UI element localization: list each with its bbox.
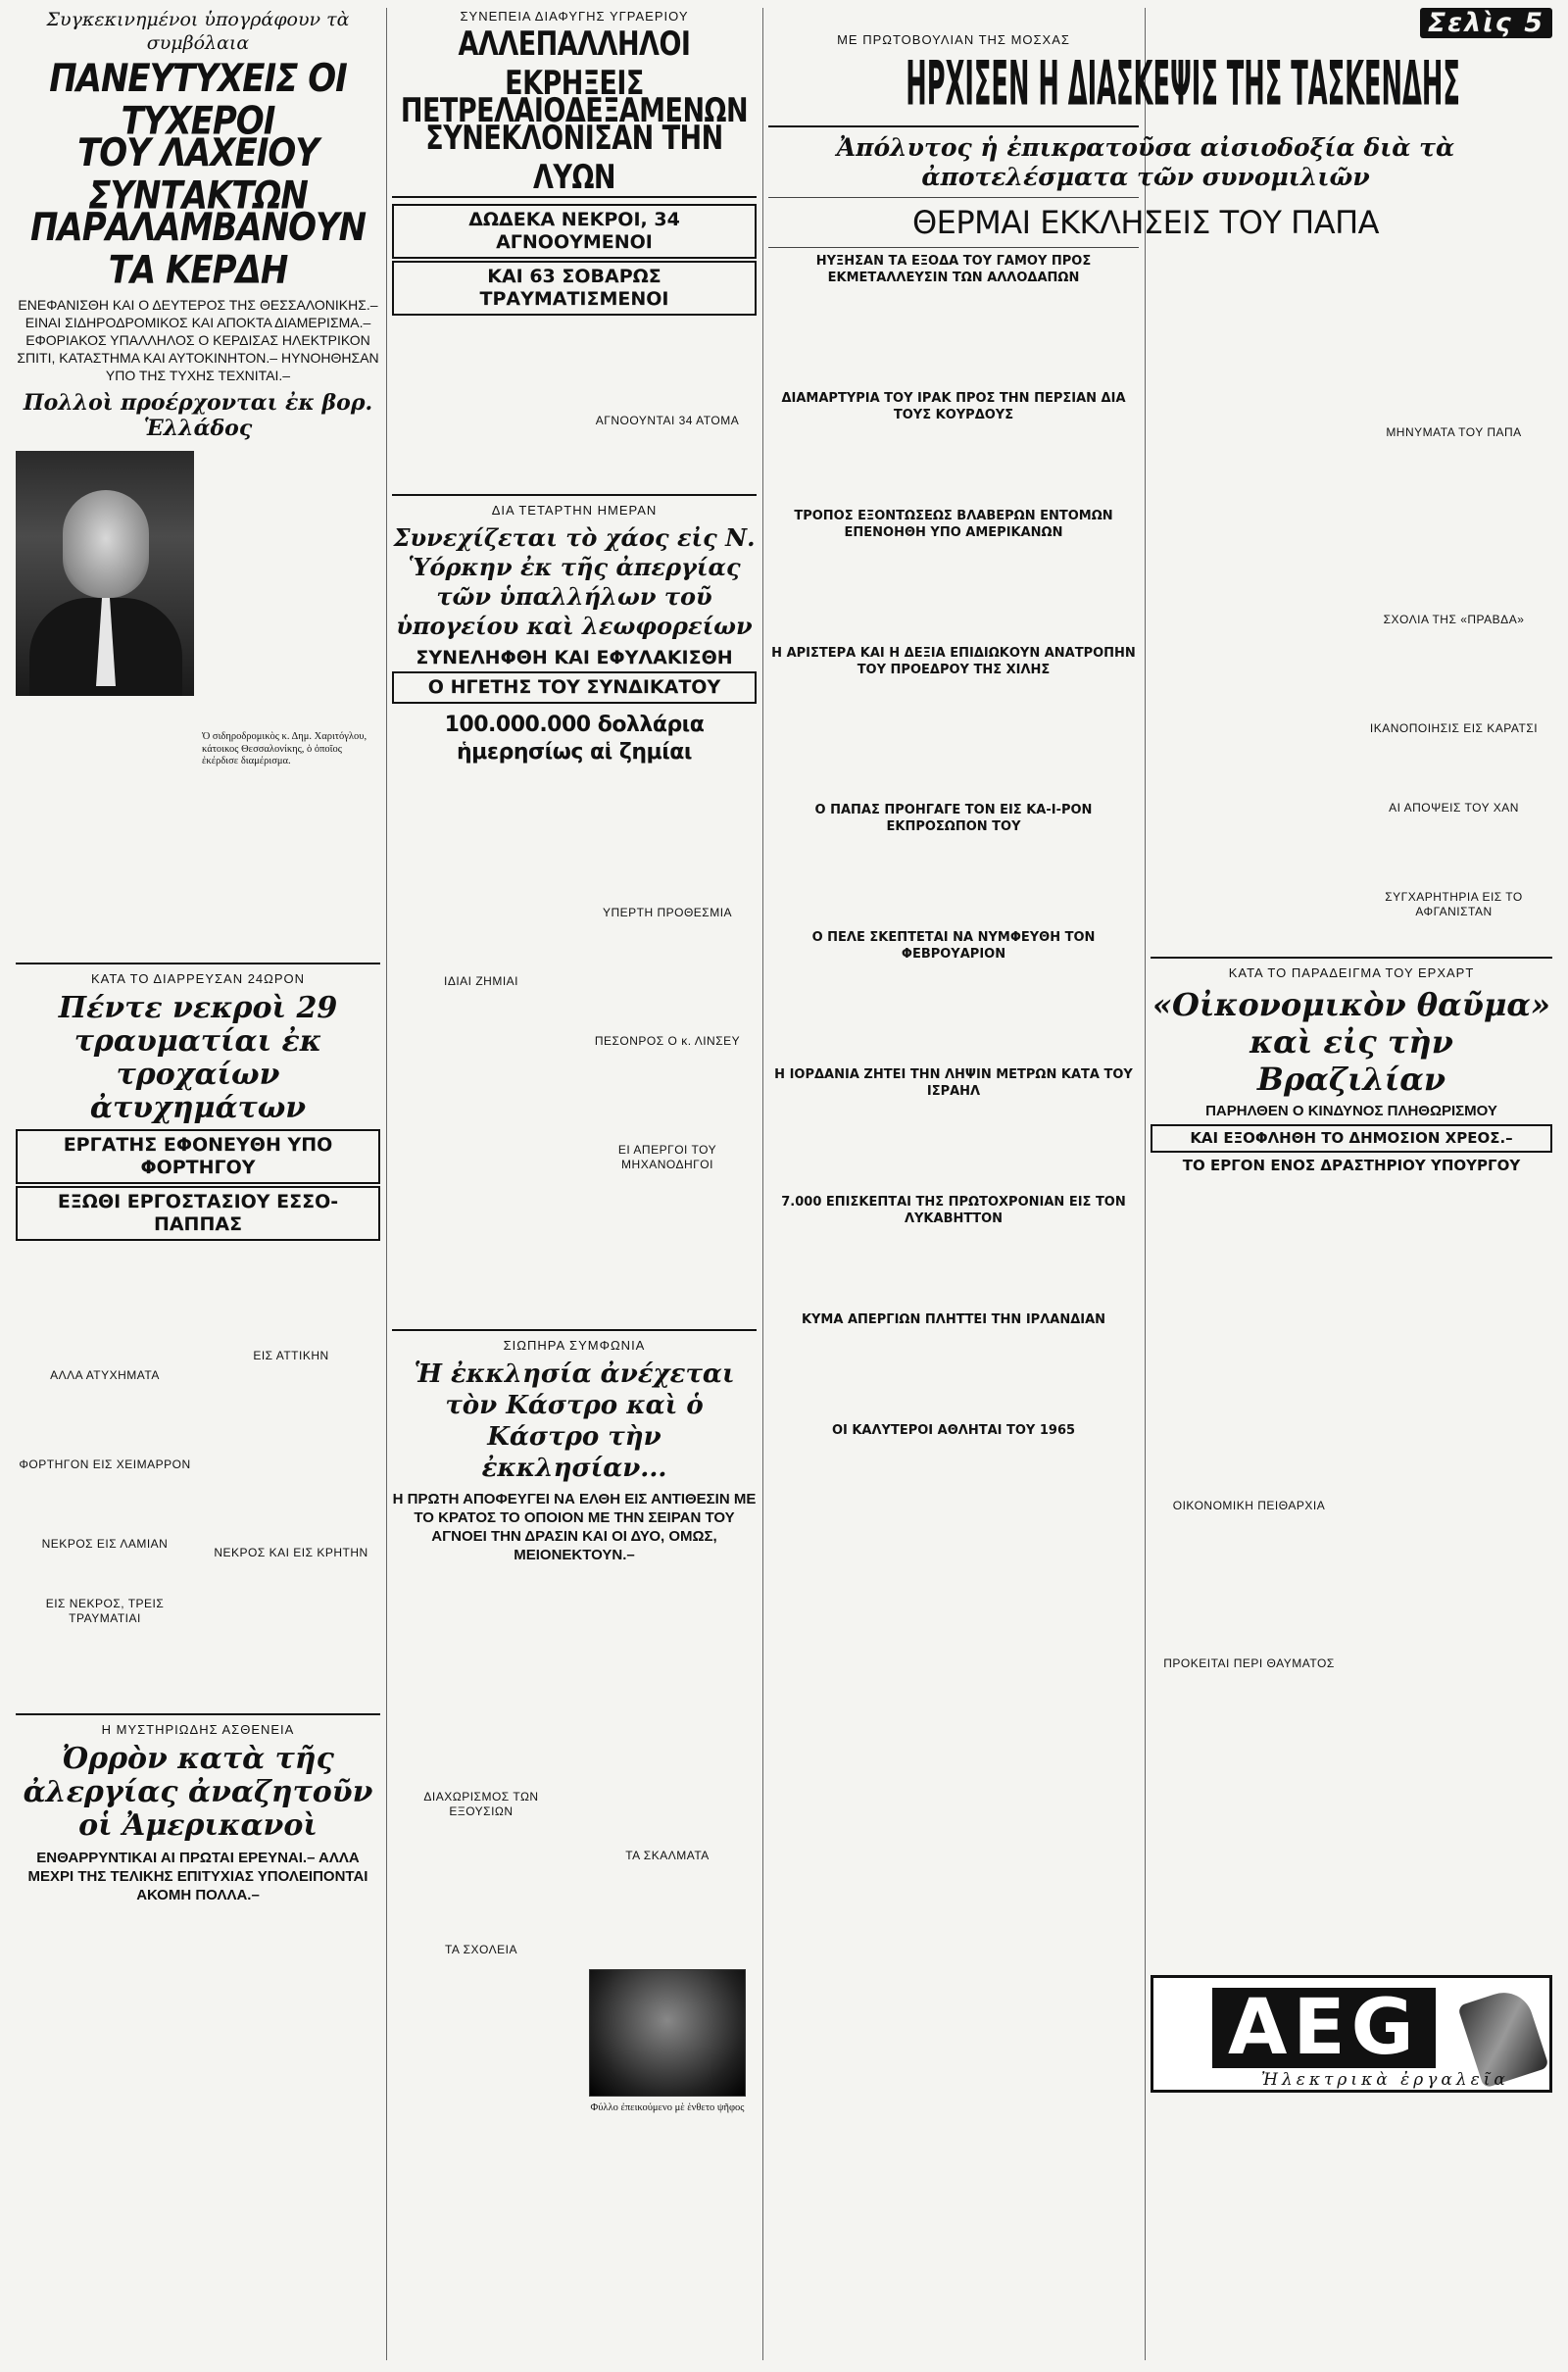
nyc-kicker: ΔΙΑ ΤΕΤΑΡΤΗΝ ΗΜΕΡΑΝ (491, 503, 658, 518)
brazil-deck-3: ΤΟ ΕΡΓΟΝ ΕΝΟΣ ΔΡΑΣΤΗΡΙΟΥ ΥΠΟΥΡΓΟΥ (1182, 1157, 1521, 1174)
article-body (1151, 1515, 1348, 1653)
section-subhead: ΜΗΝΥΜΑΤΑ ΤΟΥ ΠΑΠΑ (1386, 425, 1522, 439)
advertisement-image (589, 1969, 746, 2097)
section-subhead: ΔΙΑΧΩΡΙΣΜΟΣ ΤΩΝ ΕΞΟΥΣΙΩΝ (423, 1790, 539, 1818)
lycabettus-headline: 7.000 ΕΠΙΣΚΕΠΤΑΙ ΤΗΣ ΠΡΩΤΟΧΡΟΝΙΑΝ ΕΙΣ ΤΟΝ ΛΥΚΑΒΗΤΤΟΝ (781, 1195, 1126, 1226)
article-body (16, 1910, 194, 2372)
section-subhead: ΑΙ ΑΠΟΨΕΙΣ ΤΟΥ ΧΑΝ (1389, 801, 1519, 815)
lottery-subhead: Πολλοὶ προέρχονται ἐκ βορ. Ἑλλάδος (23, 390, 373, 441)
newspaper-page (16, 8, 1552, 2364)
nyc-headline: Συνεχίζεται τὸ χάος εἰς Ν. Ὑόρκην ἐκ τῆς ἀπεργίας τῶν ὑπαλλήλων τοῦ ὑπογείου καὶ λεωφορείων (393, 523, 756, 640)
article-body (578, 774, 757, 902)
section-subhead: ΝΕΚΡΟΣ ΚΑΙ ΕΙΣ ΚΡΗΤΗΝ (214, 1546, 368, 1559)
accidents-box-2: ΕΞΩΘΙ ΕΡΓΟΣΤΑΣΙΟΥ ΕΣΣΟ-ΠΑΠΠΑΣ (16, 1186, 380, 1241)
accidents-box-1: ΕΡΓΑΤΗΣ ΕΦΟΝΕΥΘΗ ΥΠΟ ΦΟΡΤΗΓΟΥ (16, 1129, 380, 1184)
article-body (578, 1174, 757, 1292)
lottery-headline-line-3: ΠΑΡΑΛΑΜΒΑΝΟΥΝ ΤΑ ΚΕΡΔΗ (29, 205, 367, 293)
lyon-box-2: ΚΑΙ 63 ΣΟΒΑΡΩΣ ΤΡΑΥΜΑΤΙΣΜΕΝΟΙ (392, 261, 757, 316)
article-body (768, 1439, 1139, 1674)
lyon-headline-line-2: ΠΕΤΡΕΛΑΙΟΔΕΞΑΜΕΝΩΝ (400, 92, 749, 130)
accidents-headline: Πέντε νεκροὶ 29 τραυματίαι ἐκ τροχαίων ἀτυχημάτων (58, 991, 338, 1125)
insects-headline: ΤΡΟΠΟΣ ΕΞΟΝΤΩΣΕΩΣ ΒΛΑΒΕΡΩΝ ΕΝΤΟΜΩΝ ΕΠΕΝΟΗΘΗ ΥΠΟ ΑΜΕΡΙΚΑΝΩΝ (794, 509, 1113, 540)
section-subhead: ΣΧΟΛΙΑ ΤΗΣ «ΠΡΑΒΔΑ» (1383, 613, 1525, 626)
section-subhead: ΟΙΚΟΝΟΜΙΚΗ ΠΕΙΘΑΡΧΙΑ (1172, 1499, 1326, 1512)
article-body (578, 922, 757, 1030)
brazil-deck-1: ΠΑΡΗΛΘΕΝ Ο ΚΙΝΔΥΝΟΣ ΠΛΗΘΩΡΙΣΜΟΥ (1205, 1103, 1497, 1119)
allergy-headline: Ὀρρὸν κατὰ τῆς ἀλεργίας ἀναζητοῦν οἱ Ἀμερικανοὶ (23, 1742, 373, 1843)
article-body (768, 286, 1139, 384)
page-number-badge: Σελὶς 5 (1420, 8, 1552, 38)
lottery-deck: ΕΝΕΦΑΝΙΣΘΗ ΚΑΙ Ο ΔΕΥΤΕΡΟΣ ΤΗΣ ΘΕΣΣΑΛΟΝΙΚΗΣ.– ΕΙΝΑΙ ΣΙΔΗΡΟΔΡΟΜΙΚΟΣ ΚΑΙ ΑΠΟΚΤΑ ΔΙΑΜΕΡΙΣΜΑ.– ΕΦΟΡΙΑΚΟΣ ΥΠΑΛΛΗΛΟΣ Ο ΚΕΡΔΙΣΑΣ ΗΛΕΚΤΡΙΚΟΝ ΣΠΙΤΙ, ΚΑΤΑΣΤΗΜΑ ΚΑΙ ΑΥΤΟΚΙΝΗΤΟΝ.– ΗΥΝΟΗΘΗΣΑΝ ΥΠΟ ΤΗΣ ΤΥΧΗΣ ΤΕΧΝΙΤΑΙ.– (17, 297, 379, 383)
section-subhead: ΥΠΕΡΤΗ ΠΡΟΘΕΣΜΙΑ (602, 906, 733, 919)
article-body (1355, 343, 1552, 421)
section-subhead: ΙΔΙΑΙ ΖΗΜΙΑΙ (443, 974, 519, 988)
article-body (392, 321, 570, 488)
column-rule (1145, 8, 1146, 2360)
article-body (392, 774, 570, 970)
chile-headline: Η ΑΡΙΣΤΕΡΑ ΚΑΙ Η ΔΕΞΙΑ ΕΠΙΔΙΩΚΟΥΝ ΑΝΑΤΡΟΠΗΝ ΤΟΥ ΠΡΟΕΔΡΟΥ ΤΗΣ ΧΙΛΗΣ (771, 646, 1136, 677)
article-body (578, 1570, 757, 1845)
column-4 (1151, 8, 1552, 2093)
brazil-kicker: ΚΑΤΑ ΤΟ ΠΑΡΑΔΕΙΓΜΑ ΤΟΥ ΕΡΧΑΡΤ (1228, 965, 1475, 980)
athletes-headline: ΟΙ ΚΑΛΥΤΕΡΟΙ ΑΘΛΗΤΑΙ ΤΟΥ 1965 (831, 1423, 1076, 1438)
article-body (578, 1051, 757, 1139)
article-body (16, 1247, 194, 1364)
lyon-box-1: ΔΩΔΕΚΑ ΝΕΚΡΟΙ, 34 ΑΓΝΟΟΥΜΕΝΟΙ (392, 204, 757, 259)
allergy-kicker: Η ΜΥΣΤΗΡΙΩΔΗΣ ΑΣΘΕΝΕΙΑ (101, 1722, 295, 1737)
allergy-deck: ΕΝΘΑΡΡΥΝΤΙΚΑΙ ΑΙ ΠΡΩΤΑΙ ΕΡΕΥΝΑΙ.– ΑΛΛΑ ΜΕΧΡΙ ΤΗΣ ΤΕΛΙΚΗΣ ΕΠΙΤΥΧΙΑΣ ΥΠΟΛΕΙΠΟΝΤΑΙ ΑΚΟΜΗ ΠΟΛΛΑ.– (27, 1850, 368, 1903)
aeg-logo: AEG (1212, 1988, 1436, 2068)
article-body (1355, 629, 1552, 717)
tashkent-kicker: ΜΕ ΠΡΩΤΟΒΟΥΛΙΑΝ ΤΗΣ ΜΟΣΧΑΣ (837, 32, 1070, 47)
article-body (16, 1554, 194, 1593)
column-rule (386, 8, 387, 2360)
column-2 (392, 8, 757, 2119)
nyc-deck-1: ΣΥΝΕΛΗΦΘΗ ΚΑΙ ΕΦΥΛΑΚΙΣΘΗ (416, 647, 733, 668)
article-body (768, 835, 1139, 923)
article-body (392, 1821, 570, 1939)
column-1 (16, 8, 380, 2372)
castro-headline: Ἡ ἐκκλησία ἀνέχεται τὸν Κάστρο καὶ ὁ Κάστρο τὴν ἐκκλησίαν... (414, 1359, 735, 1483)
article-body (392, 991, 570, 1305)
lottery-headline-line-2: ΤΟΥ ΛΑΧΕΙΟΥ ΣΥΝΤΑΚΤΩΝ (77, 130, 318, 219)
article-body (202, 1247, 380, 1345)
article-body (768, 1100, 1139, 1188)
section-subhead: ΤΑ ΣΚΑΛΜΑΤΑ (625, 1849, 710, 1862)
article-body (1355, 738, 1552, 797)
lyon-headline-line-3: ΣΥΝΕΚΛΟΝΙΣΑΝ ΤΗΝ ΛΥΩΝ (425, 120, 723, 197)
article-body (202, 774, 380, 931)
article-body (202, 1365, 380, 1542)
cairo-envoy-headline: Ο ΠΑΠΑΣ ΠΡΟΗΓΑΓΕ ΤΟΝ ΕΙΣ ΚΑ-Ι-ΡΟΝ ΕΚΠΡΟΣΩΠΟΝ ΤΟΥ (814, 803, 1093, 834)
article-body (1151, 1673, 1348, 1948)
article-body (392, 1570, 570, 1786)
column-rule (762, 8, 763, 2360)
article-body (202, 1562, 380, 1641)
article-body (16, 1628, 194, 1677)
article-body (578, 430, 757, 489)
pele-headline: Ο ΠΕΛΕ ΣΚΕΠΤΕΤΑΙ ΝΑ ΝΥΜΦΕΥΘΗ ΤΟΝ ΦΕΒΡΟΥΑΡΙΟΝ (811, 930, 1096, 962)
article-body (16, 702, 194, 937)
aeg-advertisement (1151, 1975, 1552, 2093)
section-subhead: ΑΛΛΑ ΑΤΥΧΗΜΑΤΑ (50, 1368, 160, 1382)
nyc-deck-2: Ο ΗΓΕΤΗΣ ΤΟΥ ΣΥΝΔΙΚΑΤΟΥ (392, 671, 757, 704)
article-body (202, 1910, 380, 2372)
article-body (1355, 817, 1552, 886)
photo-caption: Ὁ σιδηροδρομικὸς κ. Δημ. Χαριτόγλου, κάτοικος Θεσσαλονίκης, ὁ ὁποῖος ἐκέρδισε διαμέρισμα. (202, 731, 368, 766)
article-body (1151, 343, 1348, 951)
article-body (768, 541, 1139, 639)
brazil-deck-2: ΚΑΙ ΕΞΟΦΛΗΘΗ ΤΟ ΔΗΜΟΣΙΟΝ ΧΡΕΟΣ.– (1151, 1124, 1552, 1153)
brazil-headline: «Οἰκονομικὸν θαῦμα» καὶ εἰς τὴν Βραζιλίαν (1152, 986, 1551, 1098)
section-subhead: ΑΓΝΟΟΥΝΤΑΙ 34 ΑΤΟΜΑ (595, 414, 740, 427)
section-subhead: ΕΙΣ ΑΤΤΙΚΗΝ (253, 1349, 329, 1362)
article-body (768, 1227, 1139, 1306)
article-body (768, 678, 1139, 796)
aeg-tagline: Ἠλεκτρικὰ ἐργαλεῖα (1261, 2070, 1509, 2090)
article-body (1355, 442, 1552, 609)
section-subhead: ΠΡΟΚΕΙΤΑΙ ΠΕΡΙ ΘΑΥΜΑΤΟΣ (1163, 1656, 1335, 1670)
article-body (1151, 1181, 1348, 1495)
section-subhead: ΝΕΚΡΟΣ ΕΙΣ ΛΑΜΙΑΝ (41, 1537, 169, 1551)
article-body (16, 1385, 194, 1454)
lottery-kicker: Συγκεκινημένοι ὑπογράφουν τὰ συμβόλαια (46, 9, 350, 54)
section-subhead: ΦΟΡΤΗΓΟΝ ΕΙΣ ΧΕΙΜΑΡΡΟΝ (19, 1458, 191, 1471)
article-body (202, 447, 380, 731)
jordan-headline: Η ΙΟΡΔΑΝΙΑ ΖΗΤΕΙ ΤΗΝ ΛΗΨΙΝ ΜΕΤΡΩΝ ΚΑΤΑ ΤΟΥ ΙΣΡΑΗΛ (774, 1067, 1133, 1099)
section-subhead: ΤΑ ΣΧΟΛΕΙΑ (444, 1943, 517, 1956)
accidents-kicker: ΚΑΤΑ ΤΟ ΔΙΑΡΡΕΥΣΑΝ 24ΩΡΟΝ (90, 971, 306, 986)
lyon-headline-line-1: ΑΛΛΕΠΑΛΛΗΛΟΙ ΕΚΡΗΞΕΙΣ (458, 25, 691, 103)
tashkent-banner: ΗΡΧΙΣΕΝ Η ΔΙΑΣΚΕΨΙΣ ΤΗΣ ΤΑΣΚΕΝΔΗΣ (906, 47, 1460, 120)
article-body (392, 1959, 570, 2057)
article-body (768, 1328, 1139, 1416)
castro-kicker: ΣΙΩΠΗΡΑ ΣΥΜΦΩΝΙΑ (503, 1338, 646, 1353)
article-body (578, 321, 757, 410)
article-body (1355, 1181, 1552, 1946)
pope-headline: ΘΕΡΜΑΙ ΕΚΚΛΗΣΕΙΣ ΤΟΥ ΠΑΠΑ (911, 204, 1380, 241)
iraq-headline: ΔΙΑΜΑΡΤΥΡΙΑ ΤΟΥ ΙΡΑΚ ΠΡΟΣ ΤΗΝ ΠΕΡΣΙΑΝ ΔΙΑ ΤΟΥΣ ΚΟΥΡΔΟΥΣ (781, 391, 1126, 422)
wedding-headline: ΗΥΞΗΣΑΝ ΤΑ ΕΞΟΔΑ ΤΟΥ ΓΑΜΟΥ ΠΡΟΣ ΕΚΜΕΤΑΛΛΕΥΣΙΝ ΤΩΝ ΑΛΛΟΔΑΠΩΝ (815, 254, 1092, 285)
advertisement-text: Φύλλο ἐπεικούμενο μὲ ἑνθετο ψῆφος (590, 2102, 745, 2113)
tashkent-subheadline: Ἀπόλυτος ἡ ἐπικρατοῦσα αἰσιοδοξία διὰ τὰ ἀποτελέσματα τῶν συνομιλιῶν (836, 133, 1455, 191)
lottery-headline-line-1: ΠΑΝΕΥΤΥΧΕΙΣ ΟΙ ΤΥΧΕΡΟΙ (49, 56, 347, 144)
section-subhead: ΠΕΣΟΝΡΟΣ Ο κ. ΛΙΝΣΕΥ (594, 1034, 741, 1048)
castro-deck: Η ΠΡΩΤΗ ΑΠΟΦΕΥΓΕΙ ΝΑ ΕΛΘΗ ΕΙΣ ΑΝΤΙΘΕΣΙΝ ΜΕ ΤΟ ΚΡΑΤΟΣ ΤΟ ΟΠΟΙΟΝ ΜΕ ΤΗΝ ΣΕΙΡΑΝ ΤΟΥ ΑΓΝΟΕΙ ΤΗΝ ΔΡΑΣΙΝ ΚΑΙ ΟΙ ΔΥΟ, ΟΜΩΣ, ΜΕΙΟΝΕΚΤΟΥΝ.– (392, 1491, 757, 1563)
article-body (16, 1474, 194, 1533)
section-subhead: ΕΙΣ ΝΕΚΡΟΣ, ΤΡΕΙΣ ΤΡΑΥΜΑΤΙΑΙ (45, 1597, 165, 1625)
section-subhead: ΙΚΑΝΟΠΟΙΗΣΙΣ ΕΙΣ ΚΑΡΑΤΣΙ (1369, 721, 1539, 735)
portrait-photo (16, 451, 194, 696)
article-body (768, 423, 1139, 502)
lyon-kicker: ΣΥΝΕΠΕΙΑ ΔΙΑΦΥΓΗΣ ΥΓΡΑΕΡΙΟΥ (460, 9, 689, 24)
section-subhead: ΣΥΓΧΑΡΗΤΗΡΙΑ ΕΙΣ ΤΟ ΑΦΓΑΝΙΣΤΑΝ (1385, 890, 1523, 918)
article-body (578, 1865, 757, 1963)
section-subhead: ΕΙ ΑΠΕΡΓΟΙ ΤΟΥ ΜΗΧΑΝΟΔΗΓΟΙ (617, 1143, 717, 1171)
nyc-loss-headline: 100.000.000 δολλάρια ἡμερησίως αἱ ζημίαι (444, 713, 705, 765)
article-body (768, 963, 1139, 1061)
ireland-strikes-headline: ΚΥΜΑ ΑΠΕΡΓΙΩΝ ΠΛΗΤΤΕΙ ΤΗΝ ΙΡΛΑΝΔΙΑΝ (801, 1312, 1106, 1327)
